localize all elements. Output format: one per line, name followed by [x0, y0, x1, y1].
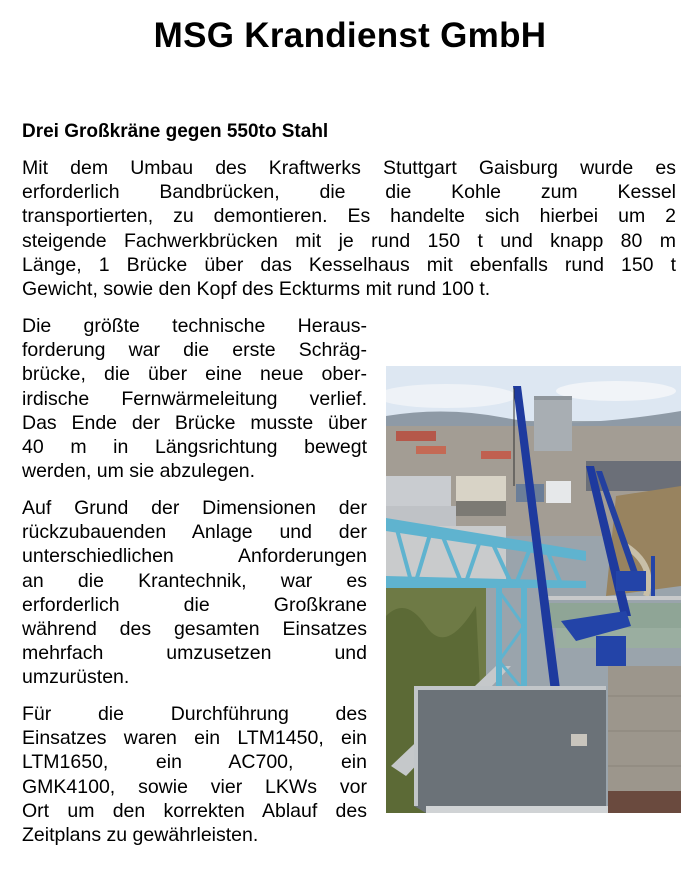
text-line: Für die Durchführung des [22, 703, 367, 725]
text-line: transportierten, zu demontieren. Es handelte sich hierbei um 2 [22, 205, 676, 228]
text-line: an die Krantechnik, war es [22, 569, 367, 592]
text-line: forderung war die erste Schräg- [22, 339, 367, 362]
text-line: rückzubauenden Anlage und der [22, 521, 367, 544]
text-line: umzurüsten. [22, 666, 130, 689]
company-title: MSG Krandienst GmbH [153, 16, 547, 55]
text-line: LTM1650, ein AC700, ein [22, 751, 367, 774]
text-line: während des gesamten Einsatzes [22, 617, 367, 640]
text-line: erforderlich Bandbrücken, die die Kohle zum Kessel [22, 181, 676, 204]
text-line: unterschiedlichen Anforderungen [22, 545, 367, 568]
dimensions-paragraph [22, 496, 367, 690]
text-line: erforderlich die Großkrane [22, 593, 367, 616]
text-line: Auf Grund der Dimensionen der [22, 497, 367, 519]
text-line: Gewicht, sowie den Kopf des Eckturms mit rund 100 t. [22, 277, 491, 300]
intro-paragraph [22, 156, 676, 301]
article-headline: Drei Großkräne gegen 550to Stahl [22, 121, 329, 142]
text-line: Mit dem Umbau des Kraftwerks Stuttgart Gaisburg wurde es [22, 157, 676, 179]
text-line: 40 m in Längsrichtung bewegt [22, 435, 367, 458]
text-line: Die größte technische Heraus- [22, 315, 367, 337]
text-line: GMK4100, sowie vier LKWs vor [22, 775, 367, 798]
text-line: brücke, die über eine neue ober- [22, 363, 367, 386]
equipment-paragraph [22, 702, 367, 847]
photo-illustration [386, 366, 681, 813]
text-line: werden, um sie abzulegen. [22, 460, 256, 483]
text-line: irdische Fernwärmeleitung verlief. [22, 387, 367, 410]
text-line: Das Ende der Brücke musste über [22, 411, 367, 434]
challenge-paragraph [22, 314, 367, 483]
text-line: Ort um den korrekten Ablauf des [22, 799, 367, 822]
text-line: Einsatzes waren ein LTM1450, ein [22, 727, 367, 750]
text-line: Zeitplans zu gewährleisten. [22, 823, 259, 846]
text-line: steigende Fachwerkbrücken mit je rund 150 t und knapp 80 m [22, 229, 676, 252]
text-line: Länge, 1 Brücke über das Kesselhaus mit ebenfalls rund 150 t [22, 253, 676, 276]
crane-site-photo [386, 366, 681, 813]
text-line: mehrfach umzusetzen und [22, 642, 367, 665]
